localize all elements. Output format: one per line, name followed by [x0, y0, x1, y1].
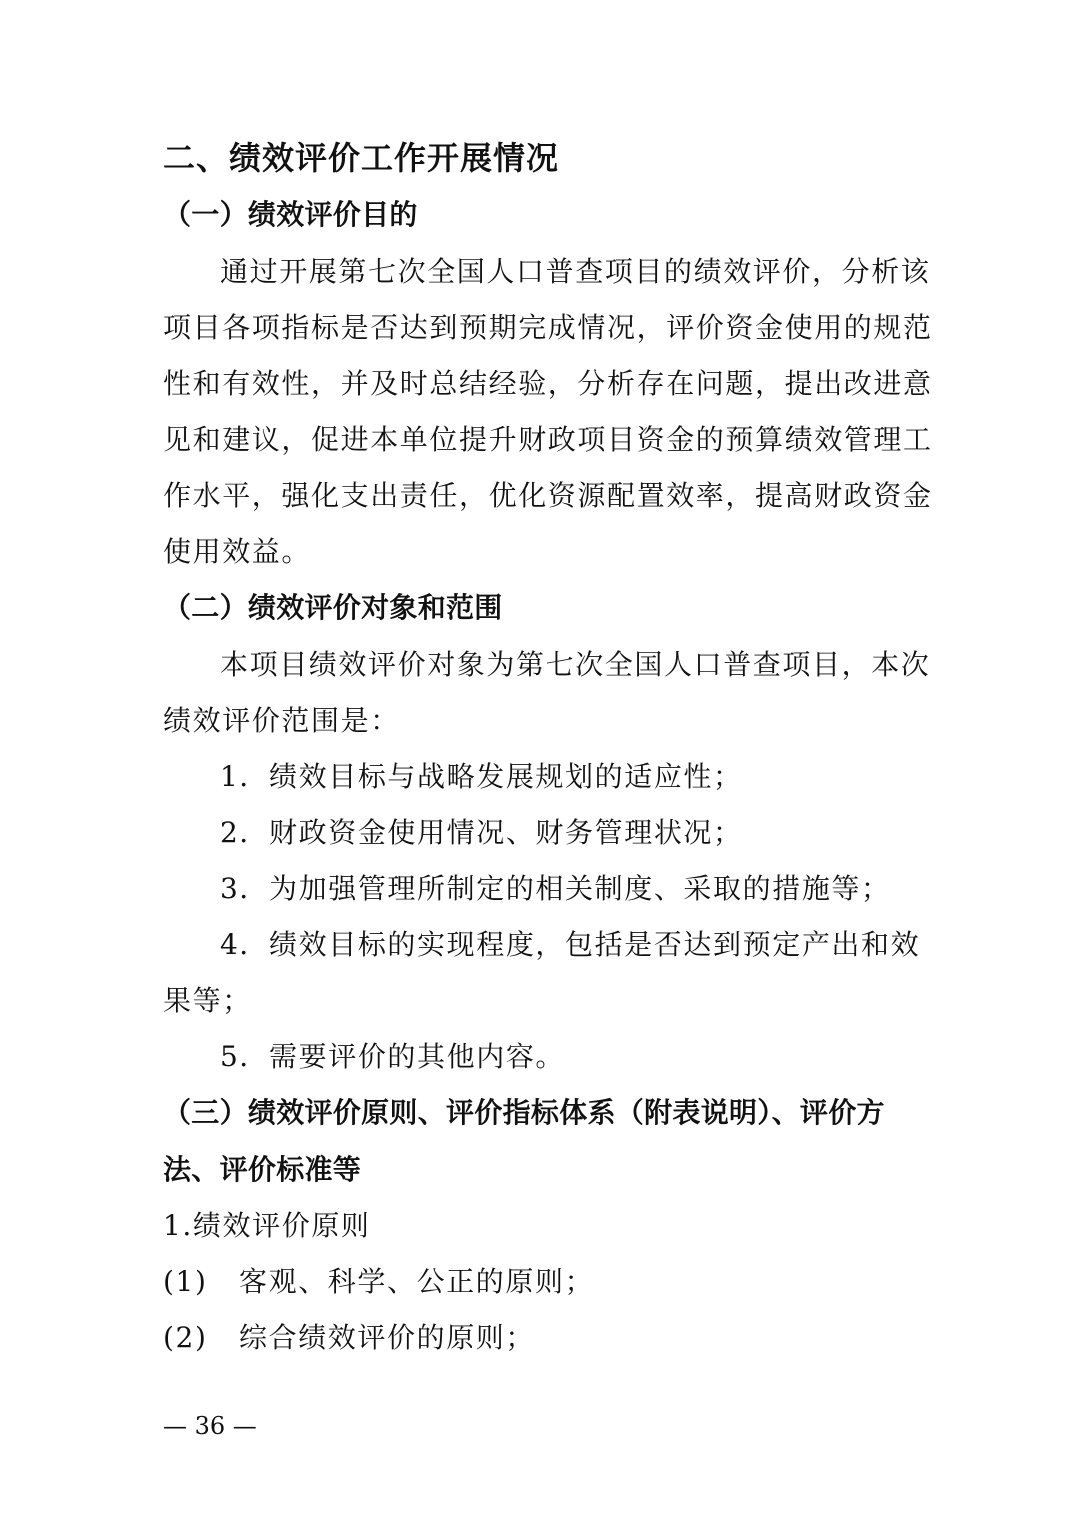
principle-item	[163, 1262, 594, 1302]
section-3-title-cont: 法、评价标准等	[163, 1153, 362, 1186]
principle-text: 客观、科学、公正的原则；	[239, 1265, 595, 1298]
principle-item	[163, 1318, 535, 1358]
paragraph-line: 见和建议，促进本单位提升财政项目资金的预算绩效管理工	[163, 423, 933, 456]
section-1-title: （一）绩效评价目的	[163, 198, 418, 231]
page-heading: 二、绩效评价工作开展情况	[163, 139, 560, 177]
paragraph-line: 作水平，强化支出责任，优化资源配置效率，提高财政资金	[163, 479, 933, 512]
list-item: 5．需要评价的其他内容。	[220, 1040, 566, 1073]
paragraph-line: 本项目绩效评价对象为第七次全国人口普查项目，本次	[220, 648, 931, 681]
page-number: — 36 —	[163, 1412, 257, 1440]
paragraph-line: 通过开展第七次全国人口普查项目的绩效评价，分析该	[220, 255, 931, 288]
paragraph-line: 项目各项指标是否达到预期完成情况，评价资金使用的规范	[163, 311, 933, 344]
section-2-title: （二）绩效评价对象和范围	[163, 591, 503, 624]
list-item: 2．财政资金使用情况、财务管理状况；	[220, 816, 743, 849]
list-item-continuation: 果等；	[163, 984, 252, 1017]
principle-number: (2)	[163, 1321, 208, 1354]
paragraph-line: 使用效益。	[163, 535, 312, 568]
section-3-title: （三）绩效评价原则、评价指标体系（附表说明）、评价方	[163, 1096, 885, 1129]
principle-text: 综合绩效评价的原则；	[239, 1321, 536, 1354]
principle-number: (1)	[163, 1265, 208, 1298]
paragraph-line: 性和有效性，并及时总结经验，分析存在问题，提出改进意	[163, 367, 933, 400]
list-item: 1．绩效目标与战略发展规划的适应性；	[220, 760, 743, 793]
subheading: 1.绩效评价原则	[163, 1209, 371, 1242]
list-item: 4．绩效目标的实现程度，包括是否达到预定产出和效	[220, 928, 921, 961]
list-item: 3．为加强管理所制定的相关制度、采取的措施等；	[220, 872, 891, 905]
paragraph-line: 绩效评价范围是：	[163, 704, 400, 737]
